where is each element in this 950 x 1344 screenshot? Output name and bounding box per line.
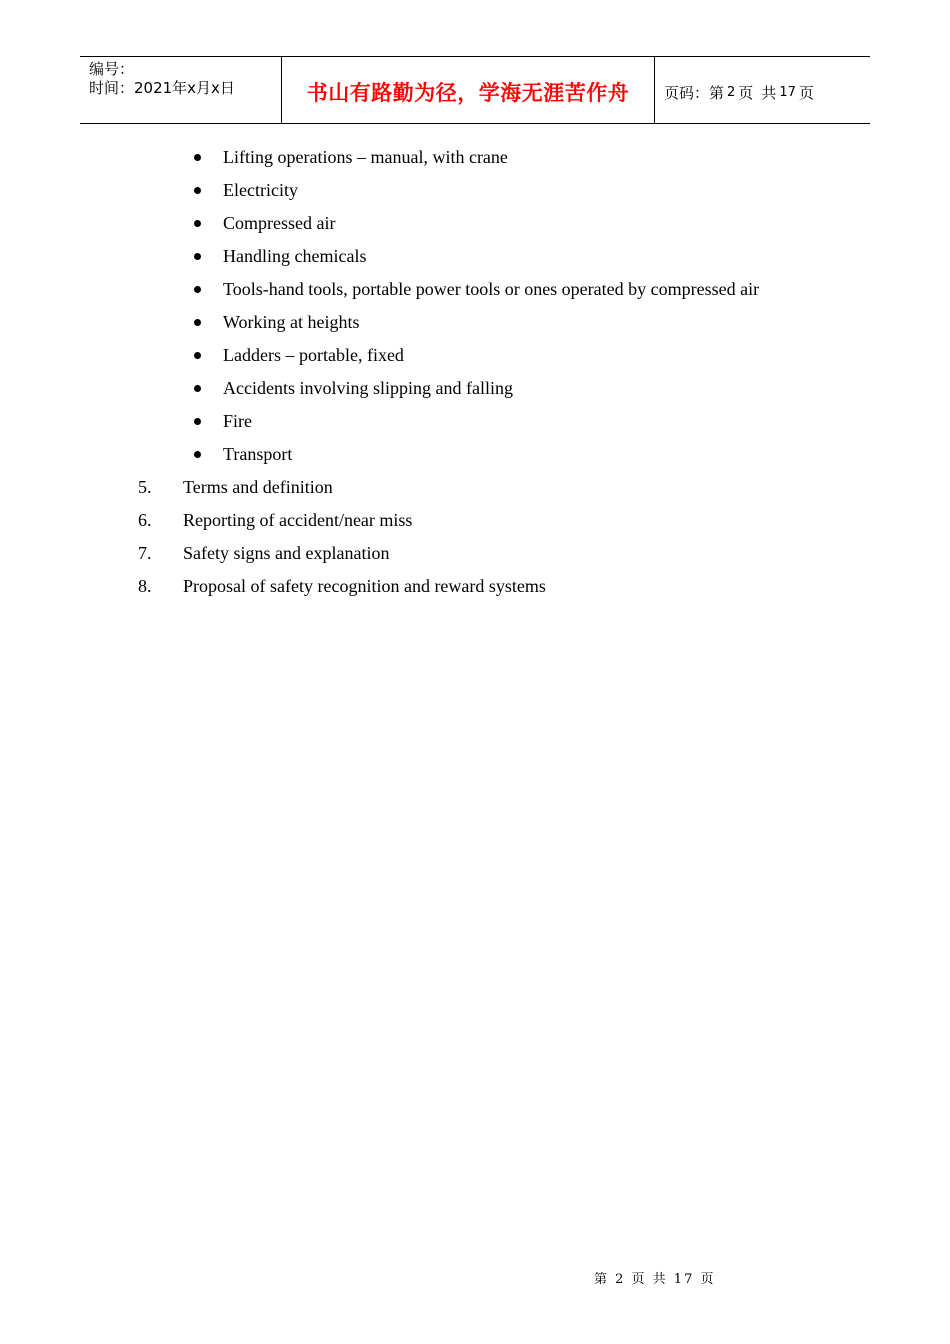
list-item	[192, 374, 759, 407]
bullet-icon	[194, 451, 201, 458]
total-suffix: 页	[798, 83, 814, 102]
header-meta	[80, 57, 281, 123]
item-number: 6.	[138, 510, 152, 530]
list-item-text: Ladders – portable, fixed	[223, 345, 404, 365]
numbered-item	[138, 572, 546, 605]
list-item-text: Fire	[223, 411, 252, 431]
time-label: 时间：2021年x月x日	[89, 79, 235, 97]
hazard-bullet-list	[192, 143, 759, 473]
bullet-icon	[194, 385, 201, 392]
total-pages: 17	[779, 84, 796, 100]
bullet-icon	[194, 187, 201, 194]
numbered-item	[138, 473, 546, 506]
list-item-text: Accidents involving slipping and falling	[223, 378, 513, 398]
list-item	[192, 308, 759, 341]
numbered-item	[138, 506, 546, 539]
bullet-icon	[194, 220, 201, 227]
list-item-text: Working at heights	[223, 312, 360, 332]
list-item-text: Compressed air	[223, 213, 336, 233]
serial-label: 编号：	[89, 60, 135, 78]
page-number: 2	[727, 84, 736, 100]
list-item-text: Handling chemicals	[223, 246, 367, 266]
list-item-text: Transport	[223, 444, 293, 464]
page-prefix: 页码：第	[664, 83, 725, 102]
bullet-icon	[194, 418, 201, 425]
list-item	[192, 242, 759, 275]
total-prefix: 共	[761, 83, 777, 102]
list-item	[192, 341, 759, 374]
numbered-item	[138, 539, 546, 572]
page-mid: 页	[738, 83, 754, 102]
bullet-icon	[194, 253, 201, 260]
section-numbered-list	[138, 473, 546, 605]
list-item	[192, 209, 759, 242]
bullet-icon	[194, 286, 201, 293]
bullet-icon	[194, 154, 201, 161]
page-footer: 第 2 页 共 17 页	[594, 1272, 716, 1287]
header-page-info	[655, 57, 870, 123]
list-item	[192, 275, 759, 308]
item-text: Safety signs and explanation	[183, 543, 390, 563]
item-text: Terms and definition	[183, 477, 333, 497]
bullet-icon	[194, 352, 201, 359]
list-item-text: Lifting operations – manual, with crane	[223, 147, 508, 167]
page-header	[80, 56, 870, 124]
item-number: 5.	[138, 477, 152, 497]
item-text: Reporting of accident/near miss	[183, 510, 413, 530]
list-item-text: Tools-hand tools, portable power tools or ones operated by compressed air	[223, 279, 760, 299]
list-item	[192, 143, 759, 176]
item-text: Proposal of safety recognition and reward systems	[183, 576, 546, 596]
bullet-icon	[194, 319, 201, 326]
list-item	[192, 407, 759, 440]
list-item	[192, 176, 759, 209]
item-number: 8.	[138, 576, 152, 596]
list-item-text: Electricity	[223, 180, 298, 200]
item-number: 7.	[138, 543, 152, 563]
header-motto: 书山有路勤为径，学海无涯苦作舟	[281, 57, 655, 123]
list-item	[192, 440, 759, 473]
